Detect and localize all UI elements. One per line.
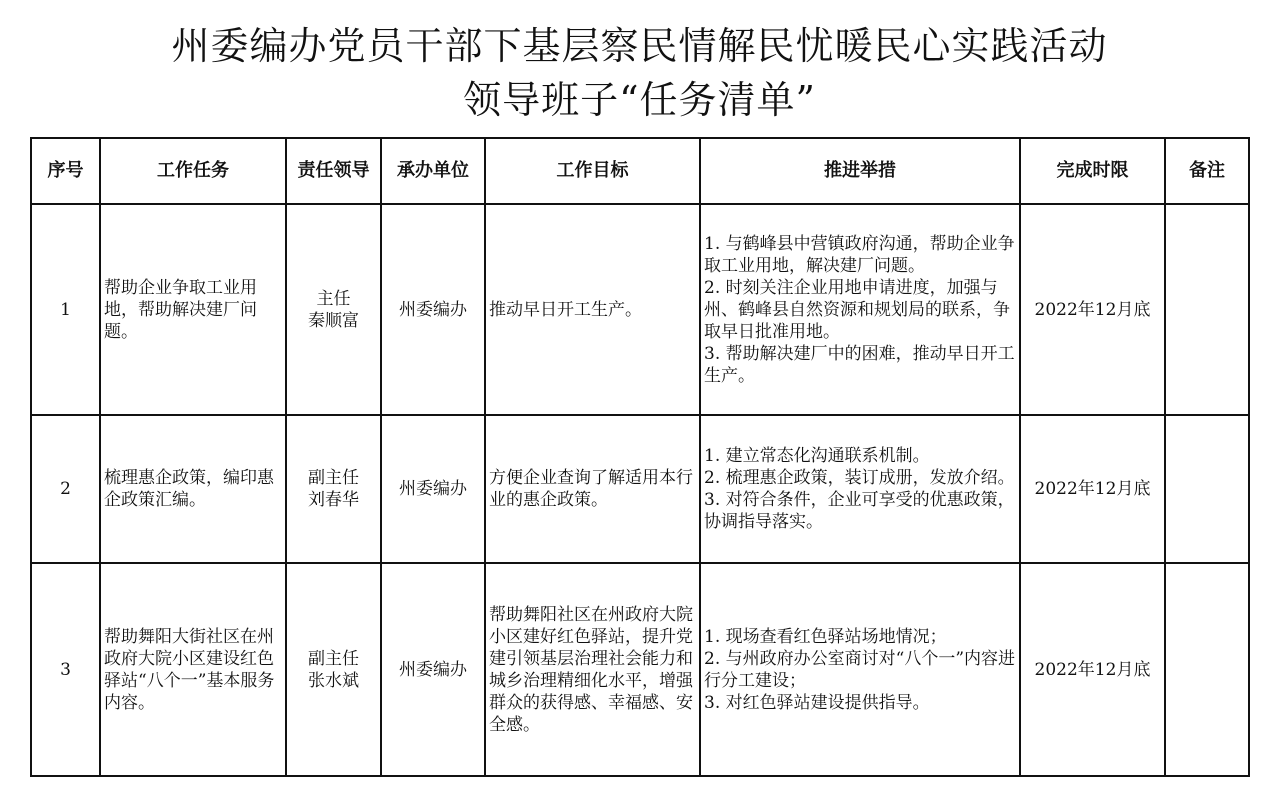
table-header-row [31, 138, 1249, 204]
measure-item: 1. 与鹤峰县中营镇政府沟通，帮助企业争取工业用地，解决建厂问题。 [704, 233, 1015, 276]
measure-item: 2. 与州政府办公室商讨对“八个一”内容进行分工建设； [704, 648, 1016, 691]
leader-name: 秦顺富 [308, 310, 359, 331]
table-row [31, 204, 1249, 415]
cell-no: 2 [31, 415, 100, 563]
document-title-line-2: 领导班子“任务清单” [463, 78, 816, 122]
cell-leader [286, 563, 381, 776]
measure-item: 1. 现场查看红色驿站场地情况； [704, 626, 947, 647]
cell-task: 梳理惠企政策，编印惠企政策汇编。 [100, 415, 286, 563]
cell-goal: 方便企业查询了解适用本行业的惠企政策。 [485, 415, 700, 563]
cell-unit: 州委编办 [381, 204, 485, 415]
measure-item: 3. 对符合条件，企业可享受的优惠政策，协调指导落实。 [704, 490, 1015, 532]
table-row [31, 563, 1249, 776]
task-list-table [30, 137, 1250, 777]
cell-unit: 州委编办 [381, 563, 485, 776]
leader-title: 副主任 [308, 648, 359, 669]
header-task: 工作任务 [100, 138, 286, 204]
header-goal: 工作目标 [485, 138, 700, 204]
cell-leader [286, 415, 381, 563]
cell-deadline: 2022年12月底 [1020, 204, 1165, 415]
leader-name: 刘春华 [308, 490, 359, 510]
cell-no: 1 [31, 204, 100, 415]
header-measures: 推进举措 [700, 138, 1020, 204]
cell-task: 帮助企业争取工业用地，帮助解决建厂问题。 [100, 204, 286, 415]
measure-item: 3. 对红色驿站建设提供指导。 [704, 692, 930, 713]
document-title-line-1: 州委编办党员干部下基层察民情解民忧暖民心实践活动 [171, 24, 1108, 68]
measure-item: 2. 梳理惠企政策，装订成册，发放介绍。 [704, 468, 1015, 488]
leader-title: 主任 [316, 288, 351, 309]
header-unit: 承办单位 [381, 138, 485, 204]
header-deadline: 完成时限 [1020, 138, 1165, 204]
cell-unit: 州委编办 [381, 415, 485, 563]
cell-measures [700, 563, 1020, 776]
cell-note [1165, 204, 1249, 415]
cell-no: 3 [31, 563, 100, 776]
measure-item: 2. 时刻关注企业用地申请进度，加强与州、鹤峰县自然资源和规划局的联系，争取早日批准用地。 [704, 277, 1010, 342]
header-leader: 责任领导 [286, 138, 381, 204]
cell-goal: 帮助舞阳社区在州政府大院小区建好红色驿站，提升党建引领基层治理社会能力和城乡治理精细化水平，增强群众的获得感、幸福感、安全感。 [485, 563, 700, 776]
measure-item: 1. 建立常态化沟通联系机制。 [704, 446, 930, 466]
leader-title: 副主任 [308, 468, 359, 488]
cell-measures [700, 204, 1020, 415]
measure-item: 3. 帮助解决建厂中的困难，推动早日开工生产。 [704, 343, 1015, 386]
cell-note [1165, 563, 1249, 776]
table-row [31, 415, 1249, 563]
cell-deadline: 2022年12月底 [1020, 563, 1165, 776]
cell-leader [286, 204, 381, 415]
cell-deadline: 2022年12月底 [1020, 415, 1165, 563]
cell-measures [700, 415, 1020, 563]
cell-note [1165, 415, 1249, 563]
cell-goal: 推动早日开工生产。 [485, 204, 700, 415]
header-note: 备注 [1165, 138, 1249, 204]
header-no: 序号 [31, 138, 100, 204]
leader-name: 张水斌 [308, 670, 359, 691]
cell-task: 帮助舞阳大街社区在州政府大院小区建设红色驿站“八个一”基本服务内容。 [100, 563, 286, 776]
